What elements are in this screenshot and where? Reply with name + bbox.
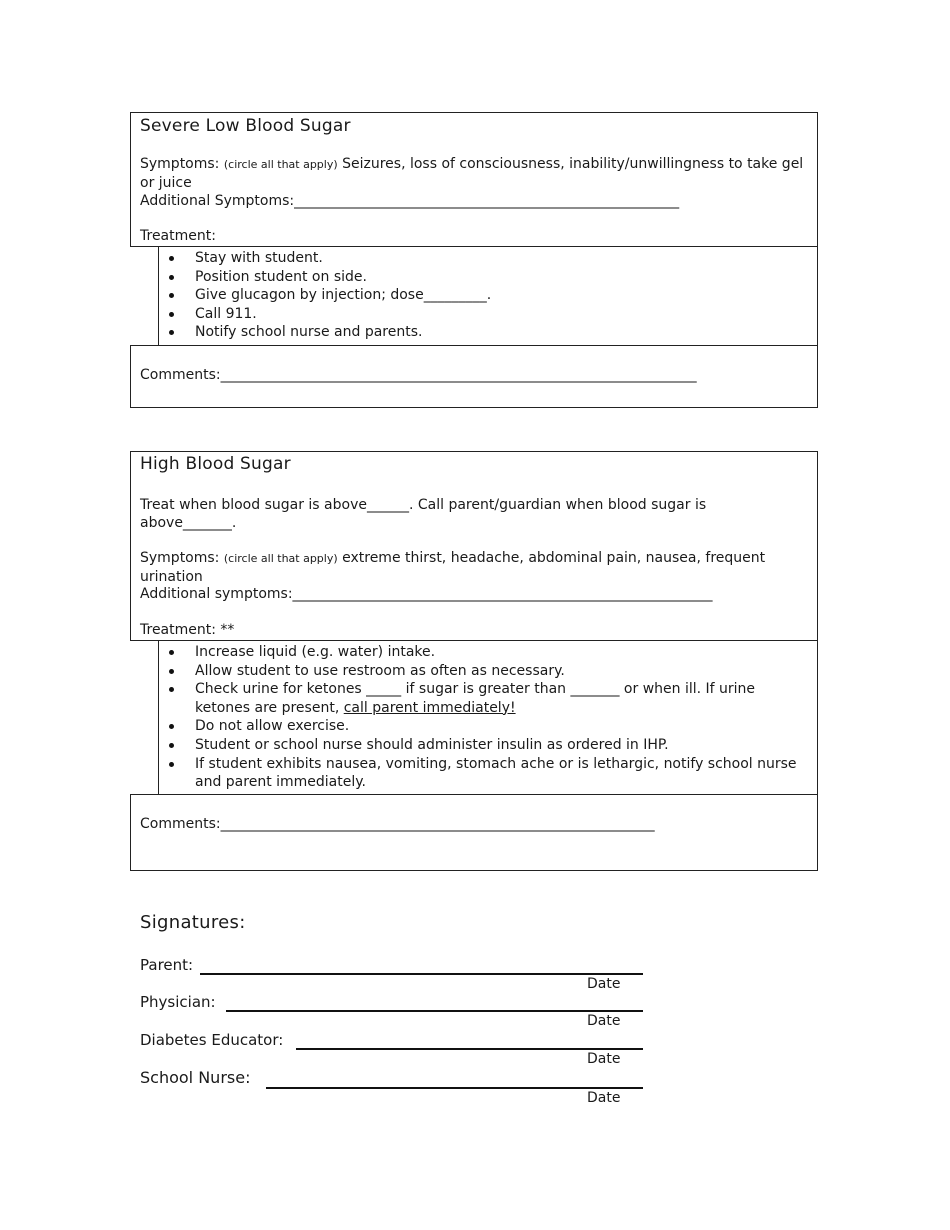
educator-date-label: Date — [587, 1051, 621, 1067]
symptoms-note: (circle all that apply) — [223, 552, 338, 565]
high-sugar-comments-box — [130, 794, 818, 871]
low-sugar-treatment-box — [158, 246, 818, 346]
high-comments[interactable]: Comments:______________________________________________________________ — [140, 816, 655, 832]
list-item: Increase liquid (e.g. water) intake. — [159, 643, 819, 662]
low-sugar-comments-box — [130, 345, 818, 408]
list-item: Stay with student. — [159, 249, 819, 268]
list-item: Position student on side. — [159, 268, 819, 287]
parent-signature-label: Parent: — [140, 956, 194, 974]
physician-date-label: Date — [587, 1013, 621, 1029]
list-item: If student exhibits nausea, vomiting, stomach ache or is lethargic, notify school nurse and parent immediately. — [159, 755, 819, 792]
parent-signature-line[interactable] — [200, 973, 643, 975]
high-sugar-treatment-box — [158, 640, 818, 795]
nurse-date-label: Date — [587, 1090, 621, 1106]
low-comments[interactable]: Comments:____________________________________________________________________ — [140, 367, 697, 383]
symptoms-label: Symptoms: — [140, 550, 224, 566]
signatures-title: Signatures: — [140, 912, 246, 933]
high-treatment-list — [159, 643, 819, 792]
list-item: Do not allow exercise. — [159, 717, 819, 736]
high-sugar-header-box — [130, 451, 818, 641]
list-item: Call 911. — [159, 305, 819, 324]
low-sugar-title: Severe Low Blood Sugar — [140, 116, 351, 136]
high-additional-symptoms[interactable]: Additional symptoms:____________________________________________________________ — [140, 586, 713, 602]
educator-signature-line[interactable] — [296, 1048, 643, 1050]
symptoms-note: (circle all that apply) — [223, 158, 338, 171]
symptoms-label: Symptoms: — [140, 156, 224, 172]
low-sugar-symptoms — [140, 155, 805, 192]
symptoms-text: Seizures, loss of consciousness, inability/unwillingness to take gel or juice — [140, 156, 804, 191]
call-parent-note: call parent immediately! — [343, 699, 516, 716]
low-treatment-list — [159, 249, 819, 342]
low-sugar-header-box — [130, 112, 818, 247]
ketone-text: Check urine for ketones _____ if sugar is greater than _______ or when ill. If urine ketones are present, — [195, 681, 756, 716]
high-sugar-title: High Blood Sugar — [140, 454, 291, 474]
nurse-signature-label: School Nurse: — [140, 1068, 251, 1087]
physician-signature-line[interactable] — [226, 1010, 643, 1012]
nurse-signature-line[interactable] — [266, 1087, 643, 1089]
high-treat-threshold[interactable]: Treat when blood sugar is above______. Call parent/guardian when blood sugar is above_______. — [140, 497, 707, 531]
low-additional-symptoms[interactable]: Additional Symptoms:_______________________________________________________ — [140, 193, 680, 209]
list-item: Give glucagon by injection; dose_________. — [159, 286, 819, 305]
high-treatment-label: Treatment: ** — [140, 622, 235, 638]
high-sugar-symptoms — [140, 549, 780, 586]
list-item: Notify school nurse and parents. — [159, 323, 819, 342]
list-item: Student or school nurse should administer insulin as ordered in IHP. — [159, 736, 819, 755]
symptoms-text: extreme thirst, headache, abdominal pain, nausea, frequent urination — [140, 550, 766, 585]
low-treatment-label: Treatment: — [140, 228, 216, 244]
physician-signature-label: Physician: — [140, 993, 216, 1011]
list-item — [159, 680, 819, 717]
list-item: Allow student to use restroom as often as necessary. — [159, 662, 819, 681]
parent-date-label: Date — [587, 976, 621, 992]
educator-signature-label: Diabetes Educator: — [140, 1031, 284, 1049]
